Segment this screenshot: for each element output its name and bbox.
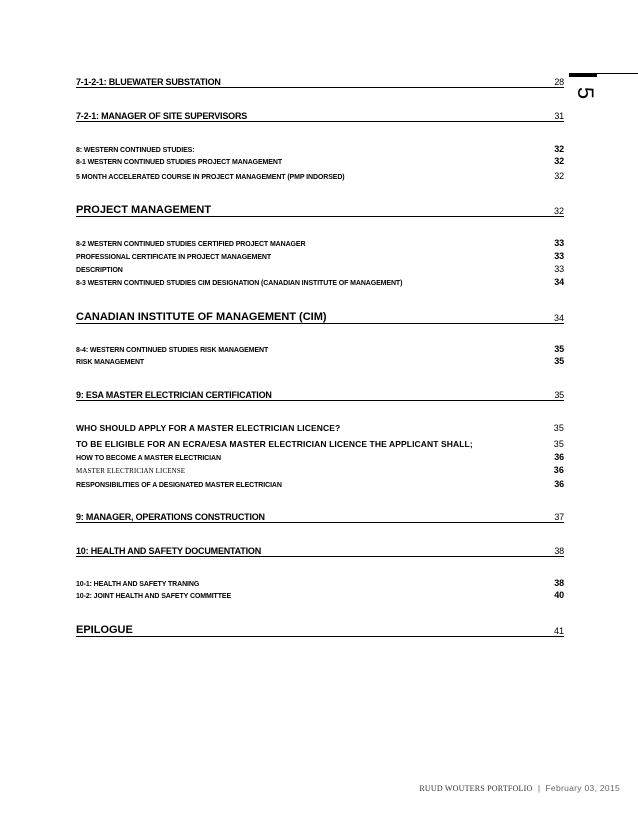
toc-entry-title: 9: MANAGER, OPERATIONS CONSTRUCTION	[76, 512, 265, 522]
toc-entry-page: 35	[553, 439, 564, 449]
toc-entry-page: 35	[554, 390, 564, 400]
toc-entry-page: 33	[554, 238, 564, 248]
toc-entry-title: 8: WESTERN CONTINUED STUDIES:	[76, 147, 195, 154]
toc-entry-title: 9: ESA MASTER ELECTRICIAN CERTIFICATION	[76, 390, 272, 400]
toc-entry[interactable]	[76, 478, 564, 489]
toc-entry-page: 41	[553, 626, 564, 636]
toc-entry-title: 5 MONTH ACCELERATED COURSE IN PROJECT MANAGEMENT (PMP INDORSED)	[76, 174, 345, 181]
toc-entry-title: 10: HEALTH AND SAFETY DOCUMENTATION	[76, 546, 262, 556]
toc-entry-page: 34	[553, 313, 564, 323]
toc-entry[interactable]	[76, 155, 564, 166]
toc-entry-title: 8-2 WESTERN CONTINUED STUDIES CERTIFIED PROJECT MANAGER	[76, 241, 306, 248]
page-footer	[419, 783, 620, 793]
toc-entry-title: 8-4: WESTERN CONTINUED STUDIES RISK MANAGEMENT	[76, 347, 269, 354]
toc-entry-title: 7-1-2-1: BLUEWATER SUBSTATION	[76, 77, 221, 87]
toc-entry[interactable]	[76, 543, 564, 557]
toc-entry[interactable]	[76, 201, 564, 217]
toc-entry-page: 36	[554, 452, 564, 462]
footer-separator: |	[537, 783, 541, 793]
toc-entry[interactable]	[76, 509, 564, 523]
toc-entry[interactable]	[76, 143, 564, 154]
toc-entry[interactable]	[76, 343, 564, 354]
toc-entry[interactable]	[76, 355, 564, 366]
toc-entry[interactable]	[76, 435, 564, 449]
toc-entry[interactable]	[76, 250, 564, 261]
toc-entry-page: 32	[554, 171, 564, 181]
toc-entry-title: RESPONSIBILITIES OF A DESIGNATED MASTER ELECTRICIAN	[76, 482, 282, 489]
toc-entry-page: 34	[554, 277, 564, 287]
toc-entry-title: PROJECT MANAGEMENT	[76, 204, 212, 216]
toc-entry[interactable]	[76, 109, 564, 122]
toc-entry[interactable]	[76, 589, 564, 600]
toc-entry-title: HOW TO BECOME A MASTER ELECTRICIAN	[76, 455, 221, 462]
toc-entry[interactable]	[76, 263, 564, 274]
toc-entry-page: 32	[553, 206, 564, 216]
toc-entry[interactable]	[76, 451, 564, 462]
toc-entry[interactable]	[76, 74, 564, 88]
toc-entry-page: 31	[554, 111, 564, 121]
toc-entry-page: 37	[554, 512, 564, 522]
toc-entry[interactable]	[76, 169, 564, 181]
toc-entry-title: PROFESSIONAL CERTIFICATE IN PROJECT MANAGEMENT	[76, 254, 272, 261]
toc-entry[interactable]	[76, 577, 564, 588]
toc-entry-page: 40	[554, 590, 564, 600]
toc-entry[interactable]	[76, 387, 564, 401]
toc-entry-page: 28	[554, 77, 564, 87]
page-number: 5	[573, 86, 598, 100]
toc-entry-page: 32	[554, 156, 564, 166]
toc-entry-page: 38	[554, 578, 564, 588]
toc-entry[interactable]	[76, 276, 564, 287]
toc-entry-title: DESCRIPTION	[76, 267, 123, 274]
toc-entry-title: CANADIAN INSTITUTE OF MANAGEMENT (CIM)	[76, 311, 327, 323]
toc-entry[interactable]	[76, 419, 564, 433]
toc-entry-title: MASTER ELECTRICIAN LICENSE	[76, 467, 186, 475]
toc-entry-title: 10-2: JOINT HEALTH AND SAFETY COMMITTEE	[76, 593, 232, 600]
toc-entry-page: 35	[554, 344, 564, 354]
toc-entry-title: TO BE ELIGIBLE FOR AN ECRA/ESA MASTER ELECTRICIAN LICENCE THE APPLICANT SHALL;	[76, 439, 473, 449]
toc-entry-page: 32	[554, 144, 564, 154]
toc-entry-title: WHO SHOULD APPLY FOR A MASTER ELECTRICIAN LICENCE?	[76, 423, 341, 433]
toc-entry-page: 33	[554, 264, 564, 274]
toc-entry-title: 7-2-1: MANAGER OF SITE SUPERVISORS	[76, 111, 248, 121]
toc-entry-page: 33	[554, 251, 564, 261]
toc-entry[interactable]	[76, 464, 564, 475]
toc-entry[interactable]	[76, 308, 564, 324]
toc-entry-page: 35	[554, 356, 564, 366]
page-number-bar	[569, 73, 597, 77]
toc-entry-page: 36	[553, 465, 564, 475]
toc-entry-page: 35	[553, 423, 564, 433]
footer-portfolio-name: RUUD WOUTERS PORTFOLIO	[419, 784, 533, 793]
toc-entry-title: 8-3 WESTERN CONTINUED STUDIES CIM DESIGNATION (CANADIAN INSTITUTE OF MANAGEMENT)	[76, 280, 403, 287]
toc-entry-title: EPILOGUE	[76, 624, 133, 636]
toc-entry-page: 38	[554, 546, 564, 556]
toc-entry-title: 10-1: HEALTH AND SAFETY TRANING	[76, 581, 200, 588]
toc-entry-title: 8-1 WESTERN CONTINUED STUDIES PROJECT MANAGEMENT	[76, 159, 282, 166]
footer-date: February 03, 2015	[545, 783, 620, 793]
toc-entry[interactable]	[76, 237, 564, 248]
toc-entry-page: 36	[554, 479, 564, 489]
toc-entry[interactable]	[76, 621, 564, 637]
toc-entry-title: RISK MANAGEMENT	[76, 359, 145, 366]
